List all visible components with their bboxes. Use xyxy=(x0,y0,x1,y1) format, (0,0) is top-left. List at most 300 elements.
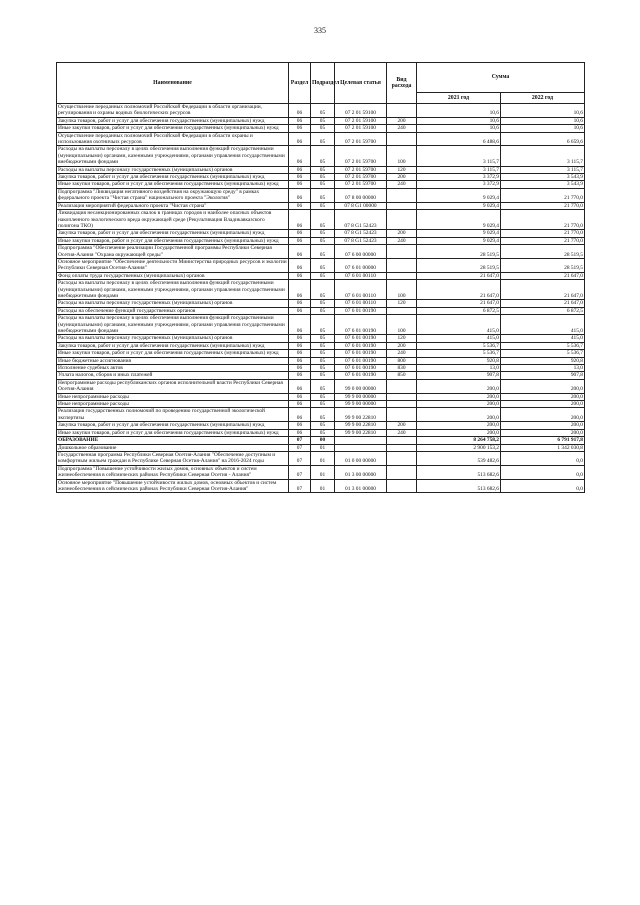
table-row xyxy=(57,104,585,118)
row-subsection: 05 xyxy=(311,300,335,307)
row-expense-type xyxy=(387,307,417,314)
row-sum-2022: 6 659,6 xyxy=(501,132,585,146)
row-expense-type: 100 xyxy=(387,146,417,166)
table-row xyxy=(57,401,585,408)
table-row xyxy=(57,188,585,202)
row-name: Дошкольное образование xyxy=(57,444,289,451)
row-section: 06 xyxy=(289,342,311,349)
row-article: 07 2 01 59700 xyxy=(335,166,387,173)
row-name: Реализация государственных полномочий по проведению государственной экологической экспертизы xyxy=(57,408,289,422)
table-row xyxy=(57,451,585,465)
row-section: 06 xyxy=(289,365,311,372)
table-row xyxy=(57,174,585,181)
row-subsection: 01 xyxy=(311,479,335,493)
table-row xyxy=(57,429,585,436)
row-section: 06 xyxy=(289,117,311,124)
page-number: 335 xyxy=(314,26,326,35)
row-sum-2022: 21 647,0 xyxy=(501,280,585,300)
row-sum-2022: 200,0 xyxy=(501,429,585,436)
row-sum-2022: 0,0 xyxy=(501,465,585,479)
row-article: 07 8 00 00000 xyxy=(335,188,387,202)
row-expense-type xyxy=(387,479,417,493)
row-subsection: 01 xyxy=(311,444,335,451)
row-section: 07 xyxy=(289,479,311,493)
row-sum-2021: 9 029,4 xyxy=(417,188,501,202)
row-subsection: 05 xyxy=(311,272,335,279)
row-name: Уплата налогов, сборов и иных платежей xyxy=(57,372,289,379)
table-row xyxy=(57,210,585,230)
row-name: Исполнение судебных актов xyxy=(57,365,289,372)
table-row xyxy=(57,437,585,444)
row-sum-2021: 10,6 xyxy=(417,117,501,124)
row-article: 99 9 00 22810 xyxy=(335,422,387,429)
row-section: 06 xyxy=(289,300,311,307)
row-sum-2021: 2 900 153,2 xyxy=(417,444,501,451)
row-sum-2022: 6 791 917,8 xyxy=(501,437,585,444)
row-sum-2022: 3 115,7 xyxy=(501,166,585,173)
row-name: Расходы на обеспечение функций государственных органов xyxy=(57,307,289,314)
row-name: Основное мероприятие "Обеспечение деятельности Министерства природных ресурсов и экологии Республики Северная Осетия-Алания" xyxy=(58,258,287,272)
row-sum-2022: 10,6 xyxy=(501,125,585,132)
row-expense-type xyxy=(387,188,417,202)
row-section: 06 xyxy=(289,372,311,379)
row-expense-type: 120 xyxy=(387,335,417,342)
row-sum-2022: 28 519,5 xyxy=(501,258,585,272)
row-sum-2022: 3 543,9 xyxy=(501,181,585,188)
row-expense-type xyxy=(387,444,417,451)
row-article: 07 8 G1 52423 xyxy=(335,230,387,237)
row-article: 07 6 01 00000 xyxy=(335,258,387,272)
row-article: 07 6 01 00110 xyxy=(335,300,387,307)
row-name: Расходы на выплаты персоналу в целях обеспечения выполнения функций государственными (муниципальными) органами, казенными учреждениями, органами управления государственными внебюджетными фондами xyxy=(57,315,289,335)
row-section: 07 xyxy=(289,437,311,444)
header-sum: Сумма xyxy=(417,63,585,93)
row-sum-2022: 3 115,7 xyxy=(501,146,585,166)
row-sum-2021: 28 519,5 xyxy=(417,245,501,259)
row-article: 07 6 01 00190 xyxy=(335,350,387,357)
row-subsection: 05 xyxy=(311,357,335,364)
table-row xyxy=(57,258,585,272)
row-sum-2022: 5 536,7 xyxy=(501,342,585,349)
row-name: Подпрограмма "Обеспечение реализации Государственной программы Республики Северная Осетия-Алания "Охрана окружающей среды" xyxy=(57,245,289,259)
row-sum-2022: 28 519,5 xyxy=(501,245,585,259)
header-name: Наименование xyxy=(57,63,289,104)
header-article: Целевая статья xyxy=(335,63,387,104)
row-sum-2021: 200,0 xyxy=(417,429,501,436)
row-article: 07 8 G1 52423 xyxy=(335,237,387,244)
table-row xyxy=(57,230,585,237)
row-subsection: 05 xyxy=(311,429,335,436)
row-subsection: 05 xyxy=(311,210,335,230)
row-expense-type xyxy=(387,202,417,209)
row-sum-2022: 1 342 030,8 xyxy=(501,444,585,451)
row-name: Расходы на выплаты персоналу в целях обеспечения выполнения функций государственными (муниципальными) органами, казенными учреждениями, органами управления государственными внебюджетными фондами xyxy=(57,280,289,300)
row-expense-type: 200 xyxy=(387,174,417,181)
row-subsection: 05 xyxy=(311,132,335,146)
table-row xyxy=(57,300,585,307)
row-name: Закупка товаров, работ и услуг для обеспечения государственных (муниципальных) нужд xyxy=(57,342,289,349)
row-subsection: 05 xyxy=(311,202,335,209)
row-section: 06 xyxy=(289,258,311,272)
row-section: 06 xyxy=(289,245,311,259)
row-expense-type: 200 xyxy=(387,117,417,124)
row-sum-2022: 0,0 xyxy=(501,479,585,493)
row-name: Закупка товаров, работ и услуг для обеспечения государственных (муниципальных) нужд xyxy=(57,422,289,429)
row-sum-2021: 9 029,4 xyxy=(417,230,501,237)
row-expense-type: 120 xyxy=(387,166,417,173)
table-row xyxy=(57,372,585,379)
row-name: Иные непрограммные расходы xyxy=(57,401,289,408)
row-expense-type: 240 xyxy=(387,429,417,436)
row-sum-2022: 21 647,0 xyxy=(501,300,585,307)
row-article: 07 6 01 00190 xyxy=(335,307,387,314)
row-article: 07 2 01 59700 xyxy=(335,174,387,181)
row-subsection: 00 xyxy=(311,437,335,444)
row-section: 06 xyxy=(289,335,311,342)
row-article: 07 2 01 59700 xyxy=(335,181,387,188)
row-article: 07 2 01 59100 xyxy=(335,117,387,124)
table-row xyxy=(57,125,585,132)
row-sum-2022: 6 872,5 xyxy=(501,307,585,314)
row-name: ОБРАЗОВАНИЕ xyxy=(57,437,289,444)
row-sum-2021: 3 372,9 xyxy=(417,181,501,188)
table-row xyxy=(57,307,585,314)
row-article: 01 3 01 00000 xyxy=(335,479,387,493)
row-subsection: 05 xyxy=(311,117,335,124)
row-sum-2022: 21 770,0 xyxy=(501,188,585,202)
row-sum-2022: 200,0 xyxy=(501,401,585,408)
table-row xyxy=(57,202,585,209)
row-section: 06 xyxy=(289,166,311,173)
row-expense-type: 850 xyxy=(387,372,417,379)
table-row xyxy=(57,181,585,188)
row-section: 06 xyxy=(289,188,311,202)
row-sum-2022: 0,0 xyxy=(501,451,585,465)
row-sum-2021: 200,0 xyxy=(417,379,501,393)
row-expense-type xyxy=(387,104,417,118)
row-section: 06 xyxy=(289,174,311,181)
row-expense-type xyxy=(387,272,417,279)
row-name: Осуществление переданных полномочий Российской Федерации в области организации, регулирования и охраны водных биологических ресурсов xyxy=(57,104,289,118)
row-article xyxy=(335,444,387,451)
row-name: Подпрограмма "Ликвидация негативного воздействия на окружающую среду" в рамках федерального проекта "Чистая страна" национального проекта "Экология" xyxy=(57,188,289,202)
row-expense-type: 800 xyxy=(387,357,417,364)
row-expense-type xyxy=(387,210,417,230)
row-subsection: 05 xyxy=(311,408,335,422)
row-section: 06 xyxy=(289,237,311,244)
row-section: 07 xyxy=(289,451,311,465)
row-subsection: 05 xyxy=(311,315,335,335)
row-expense-type: 120 xyxy=(387,300,417,307)
row-article: 07 8 G1 00000 xyxy=(335,202,387,209)
row-article: 99 9 00 22810 xyxy=(335,429,387,436)
row-expense-type xyxy=(387,465,417,479)
row-name: Иные закупки товаров, работ и услуг для обеспечения государственных (муниципальных) нужд xyxy=(57,350,289,357)
row-article: 99 9 00 00000 xyxy=(335,401,387,408)
row-sum-2021: 200,0 xyxy=(417,408,501,422)
row-name: Государственная программа Республики Северная Осетия-Алания "Обеспечение доступным и комфортным жильем граждан в Республике Северная Осетия-Алания" на 2016-2024 годы xyxy=(57,451,289,465)
row-subsection: 05 xyxy=(311,104,335,118)
row-section: 06 xyxy=(289,272,311,279)
row-expense-type xyxy=(387,245,417,259)
row-expense-type: 240 xyxy=(387,237,417,244)
row-article: 07 6 01 00190 xyxy=(335,372,387,379)
row-article: 07 2 01 59100 xyxy=(335,125,387,132)
row-name: Фонд оплаты труда государственных (муниципальных) органов xyxy=(57,272,289,279)
row-section: 06 xyxy=(289,125,311,132)
row-sum-2021: 21 647,0 xyxy=(417,272,501,279)
row-section: 06 xyxy=(289,315,311,335)
table-row xyxy=(57,117,585,124)
row-sum-2021: 10,6 xyxy=(417,125,501,132)
row-name: Реализация мероприятий федерального проекта "Чистая страна" xyxy=(57,202,289,209)
row-subsection: 01 xyxy=(311,465,335,479)
row-expense-type: 240 xyxy=(387,350,417,357)
row-name: Расходы на выплаты персоналу государственных (муниципальных) органов xyxy=(57,300,289,307)
table-row xyxy=(57,132,585,146)
row-article: 07 6 01 00190 xyxy=(335,365,387,372)
row-section: 06 xyxy=(289,429,311,436)
row-article: 01 0 00 00000 xyxy=(335,451,387,465)
table-row xyxy=(57,357,585,364)
row-sum-2021: 21 647,0 xyxy=(417,280,501,300)
budget-table xyxy=(56,62,585,493)
row-name: Расходы на выплаты персоналу государственных (муниципальных) органов xyxy=(57,335,289,342)
row-sum-2021: 200,0 xyxy=(417,422,501,429)
row-name: Иные закупки товаров, работ и услуг для обеспечения государственных (муниципальных) нужд xyxy=(57,181,289,188)
table-row xyxy=(57,237,585,244)
table-header xyxy=(57,63,585,104)
row-expense-type xyxy=(387,401,417,408)
row-sum-2021: 8 264 758,2 xyxy=(417,437,501,444)
row-expense-type: 240 xyxy=(387,181,417,188)
table-row xyxy=(57,444,585,451)
row-name: Иные непрограммные расходы xyxy=(57,393,289,400)
row-sum-2021: 5 536,7 xyxy=(417,342,501,349)
row-sum-2021: 513 682,6 xyxy=(417,479,501,493)
row-sum-2022: 200,0 xyxy=(501,393,585,400)
header-year-2021: 2021 год xyxy=(417,93,501,104)
row-section: 06 xyxy=(289,132,311,146)
row-name: Иные закупки товаров, работ и услуг для обеспечения государственных (муниципальных) нужд xyxy=(57,429,289,436)
row-name: Основное мероприятие "Повышение устойчивости жилых домов, основных объектов и систем жизнеобеспечения в сейсмических районах Республики Северная Осетия-Алания" xyxy=(57,479,289,493)
row-section: 06 xyxy=(289,401,311,408)
row-sum-2022: 415,0 xyxy=(501,315,585,335)
row-sum-2021: 10,6 xyxy=(417,104,501,118)
table-row xyxy=(57,272,585,279)
row-sum-2021: 9 029,4 xyxy=(417,237,501,244)
row-expense-type xyxy=(387,379,417,393)
row-section: 06 xyxy=(289,422,311,429)
row-expense-type: 100 xyxy=(387,315,417,335)
table-row xyxy=(57,146,585,166)
row-sum-2021: 415,0 xyxy=(417,315,501,335)
row-sum-2022: 3 543,9 xyxy=(501,174,585,181)
row-sum-2021: 6 872,5 xyxy=(417,307,501,314)
row-subsection: 05 xyxy=(311,335,335,342)
row-article: 99 9 00 00000 xyxy=(335,393,387,400)
row-name: Иные закупки товаров, работ и услуг для обеспечения государственных (муниципальных) нужд xyxy=(57,125,289,132)
row-sum-2021: 907,8 xyxy=(417,372,501,379)
table-row xyxy=(57,350,585,357)
row-name: Расходы на выплаты персоналу государственных (муниципальных) органов xyxy=(57,166,289,173)
row-name: Расходы на выплаты персоналу в целях обеспечения выполнения функций государственными (муниципальными) органами, казенными учреждениями, органами управления государственными внебюджетными фондами xyxy=(57,146,289,166)
row-name: Осуществление переданных полномочий Российской Федерации в области охраны и использования охотничьих ресурсов xyxy=(57,132,289,146)
row-subsection: 05 xyxy=(311,393,335,400)
row-expense-type: 200 xyxy=(387,422,417,429)
row-subsection: 05 xyxy=(311,146,335,166)
row-section: 06 xyxy=(289,104,311,118)
row-subsection: 05 xyxy=(311,365,335,372)
row-name: Закупка товаров, работ и услуг для обеспечения государственных (муниципальных) нужд xyxy=(57,174,289,181)
row-sum-2022: 21 770,0 xyxy=(501,230,585,237)
row-expense-type xyxy=(387,408,417,422)
row-subsection: 05 xyxy=(311,245,335,259)
row-name: Иные бюджетные ассигнования xyxy=(57,357,289,364)
header-subsection: Подраздел xyxy=(311,63,335,104)
row-article: 07 6 01 00190 xyxy=(335,342,387,349)
row-subsection: 05 xyxy=(311,342,335,349)
table-row xyxy=(57,393,585,400)
row-subsection: 05 xyxy=(311,181,335,188)
row-subsection: 05 xyxy=(311,372,335,379)
row-article: 07 6 00 00000 xyxy=(335,245,387,259)
row-article: 07 6 01 00190 xyxy=(335,335,387,342)
table-row xyxy=(57,166,585,173)
row-section: 06 xyxy=(289,379,311,393)
row-section: 06 xyxy=(289,210,311,230)
row-expense-type: 200 xyxy=(387,230,417,237)
row-article: 07 2 01 59700 xyxy=(335,146,387,166)
row-subsection: 05 xyxy=(311,422,335,429)
row-name: Закупка товаров, работ и услуг для обеспечения государственных (муниципальных) нужд xyxy=(57,230,289,237)
row-sum-2022: 415,0 xyxy=(501,335,585,342)
row-sum-2021: 920,8 xyxy=(417,357,501,364)
row-name: Иные закупки товаров, работ и услуг для обеспечения государственных (муниципальных) нужд xyxy=(57,237,289,244)
row-sum-2021: 21 647,0 xyxy=(417,300,501,307)
table-row xyxy=(57,379,585,393)
row-subsection: 05 xyxy=(311,174,335,181)
row-sum-2021: 9 029,4 xyxy=(417,210,501,230)
row-section: 07 xyxy=(289,444,311,451)
row-subsection: 05 xyxy=(311,237,335,244)
row-section: 06 xyxy=(289,280,311,300)
row-sum-2021: 9 029,4 xyxy=(417,202,501,209)
row-section: 06 xyxy=(289,181,311,188)
table-row xyxy=(57,342,585,349)
row-sum-2021: 5 536,7 xyxy=(417,350,501,357)
table-body xyxy=(57,104,585,493)
row-section: 06 xyxy=(289,393,311,400)
row-sum-2022: 21 770,0 xyxy=(501,202,585,209)
table-row xyxy=(57,408,585,422)
row-expense-type xyxy=(387,258,417,272)
table-row xyxy=(57,280,585,300)
row-section: 06 xyxy=(289,408,311,422)
row-sum-2022: 10,6 xyxy=(501,117,585,124)
row-subsection: 05 xyxy=(311,401,335,408)
row-sum-2022: 200,0 xyxy=(501,379,585,393)
row-section: 06 xyxy=(289,357,311,364)
table-row xyxy=(57,335,585,342)
table-row xyxy=(57,465,585,479)
table-row xyxy=(57,365,585,372)
row-expense-type xyxy=(387,437,417,444)
row-name: Закупка товаров, работ и услуг для обеспечения государственных (муниципальных) нужд xyxy=(57,117,289,124)
row-article: 07 6 01 00190 xyxy=(335,357,387,364)
row-subsection: 05 xyxy=(311,125,335,132)
row-sum-2022: 21 647,0 xyxy=(501,272,585,279)
row-sum-2021: 6 488,6 xyxy=(417,132,501,146)
row-sum-2022: 10,6 xyxy=(501,104,585,118)
row-subsection: 05 xyxy=(311,188,335,202)
row-subsection: 05 xyxy=(311,166,335,173)
row-section: 06 xyxy=(289,202,311,209)
row-name: Подпрограмма "Повышение устойчивости жилых домов, основных объектов и систем жизнеобеспечения в сейсмических районах Республики Северная Осетия - Алания" xyxy=(57,465,289,479)
row-section: 06 xyxy=(289,146,311,166)
table-row xyxy=(57,315,585,335)
row-subsection: 05 xyxy=(311,379,335,393)
row-sum-2021: 200,0 xyxy=(417,401,501,408)
row-subsection: 05 xyxy=(311,350,335,357)
row-sum-2022: 200,0 xyxy=(501,422,585,429)
row-sum-2021: 539 482,6 xyxy=(417,451,501,465)
row-subsection: 05 xyxy=(311,258,335,272)
row-article: 01 3 00 00000 xyxy=(335,465,387,479)
row-name: Непрограммные расходы республиканских органов исполнительной власти Республики Северная Осетия-Алания xyxy=(57,379,289,393)
row-subsection: 05 xyxy=(311,280,335,300)
row-section: 06 xyxy=(289,230,311,237)
row-expense-type: 200 xyxy=(387,342,417,349)
row-article: 99 0 00 00000 xyxy=(335,379,387,393)
row-sum-2022: 21 770,0 xyxy=(501,210,585,230)
row-subsection: 01 xyxy=(311,451,335,465)
row-article: 07 2 01 59700 xyxy=(335,132,387,146)
row-article: 07 6 01 00110 xyxy=(335,280,387,300)
row-sum-2021: 3 115,7 xyxy=(417,166,501,173)
row-sum-2021: 28 519,5 xyxy=(417,258,501,272)
row-sum-2021: 3 115,7 xyxy=(417,146,501,166)
header-year-2022: 2022 год xyxy=(501,93,585,104)
row-sum-2021: 513 682,6 xyxy=(417,465,501,479)
row-article: 07 6 01 00110 xyxy=(335,272,387,279)
row-sum-2021: 13,0 xyxy=(417,365,501,372)
header-section: Раздел xyxy=(289,63,311,104)
row-sum-2022: 13,0 xyxy=(501,365,585,372)
row-article: 07 8 G1 52423 xyxy=(335,210,387,230)
row-article: 07 6 01 00190 xyxy=(335,315,387,335)
row-name: Ликвидация несанкционированных свалок в границах городов и наиболее опасных объектов накопленного экологического вреда окружающей среде (Рекультивация Владикавказского полигона ТКО) xyxy=(57,210,289,230)
row-sum-2021: 200,0 xyxy=(417,393,501,400)
table-row xyxy=(57,245,585,259)
row-sum-2022: 5 536,7 xyxy=(501,350,585,357)
row-sum-2022: 200,0 xyxy=(501,408,585,422)
row-sum-2021: 3 372,9 xyxy=(417,174,501,181)
row-article xyxy=(335,437,387,444)
header-expense-type: Вид расхода xyxy=(387,63,417,104)
row-section: 06 xyxy=(289,307,311,314)
row-article: 99 9 00 22810 xyxy=(335,408,387,422)
table-row xyxy=(57,422,585,429)
row-expense-type: 830 xyxy=(387,365,417,372)
row-expense-type: 100 xyxy=(387,280,417,300)
row-expense-type xyxy=(387,393,417,400)
row-expense-type xyxy=(387,132,417,146)
row-subsection: 05 xyxy=(311,230,335,237)
row-expense-type xyxy=(387,451,417,465)
row-sum-2022: 920,8 xyxy=(501,357,585,364)
row-subsection: 05 xyxy=(311,307,335,314)
